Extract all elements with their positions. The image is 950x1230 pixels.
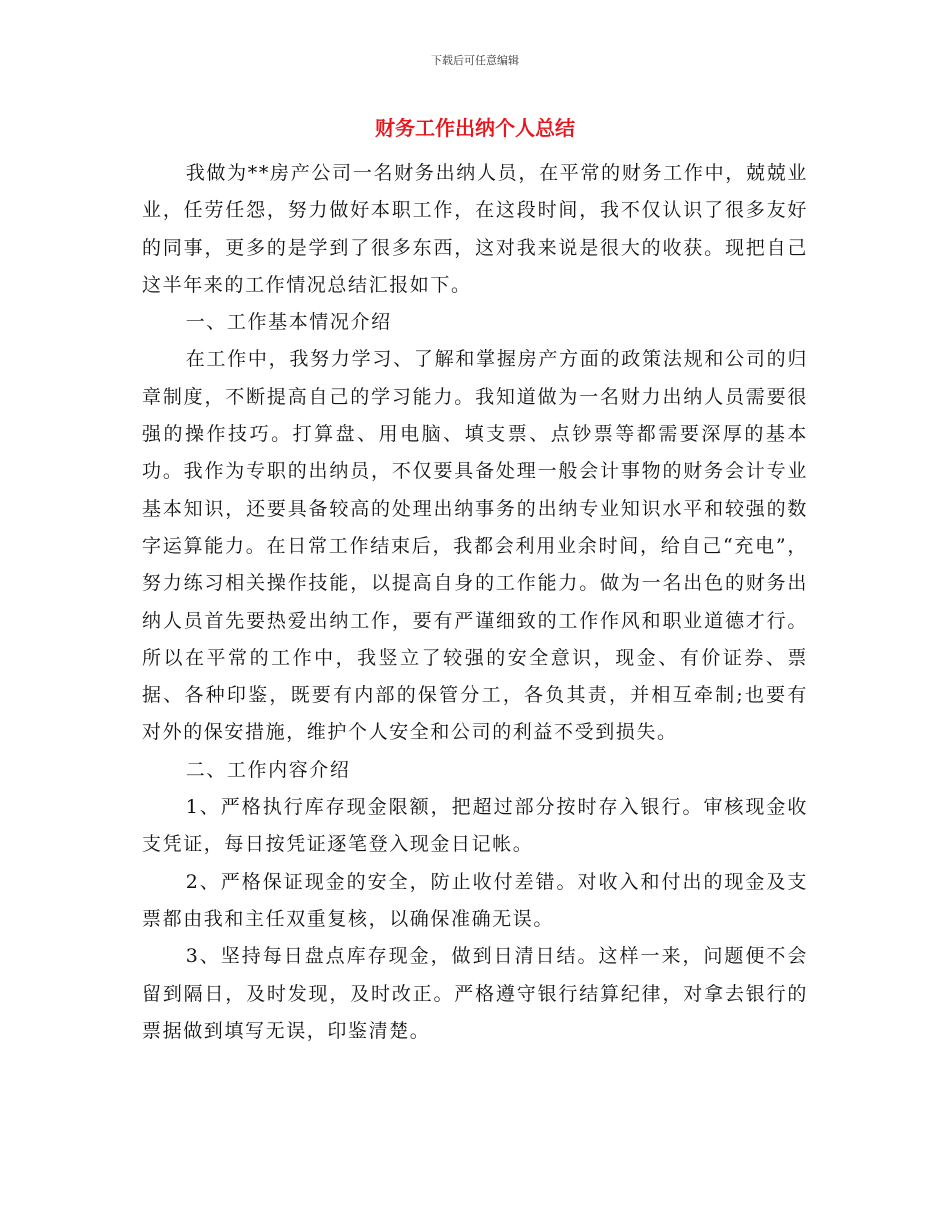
header-note: 下载后可任意编辑 [431, 54, 519, 67]
section-heading-1: 一、工作基本情况介绍 [185, 311, 392, 334]
paragraph-item-1: 1、严格执行库存现金限额，把超过部分按时存入银行。审核现金收支凭证，每日按凭证逐笔登入现金日记帐。 [142, 796, 808, 856]
document-title: 财务工作出纳个人总结 [375, 116, 575, 140]
section-heading-2: 二、工作内容介绍 [185, 758, 351, 781]
paragraph-work-overview: 在工作中，我努力学习、了解和掌握房产方面的政策法规和公司的归章制度，不断提高自己的学习能力。我知道做为一名财力出纳人员需要很强的操作技巧。打算盘、用电脑、填支票、点钞票等都需要深厚的基本功。我作为专职的出纳员，不仅要具备处理一般会计事物的财务会计专业基本知识，还要具备较高的处理出纳事务的出纳专业知识水平和较强的数字运算能力。在日常工作结束后，我都会利用业余时间，给自己“充电”，努力练习相关操作技能，以提高自身的工作能力。做为一名出色的财务出纳人员首先要热爱出纳工作，要有严谨细致的工作作风和职业道德才行。所以在平常的工作中，我竖立了较强的安全意识，现金、有价证券、票据、各种印鉴，既要有内部的保管分工，各负其责，并相互牵制;也要有对外的保安措施，维护个人安全和公司的利益不受到损失。 [142, 348, 808, 744]
paragraph-intro: 我做为**房产公司一名财务出纳人员，在平常的财务工作中，兢兢业业，任劳任怨，努力做好本职工作，在这段时间，我不仅认识了很多友好的同事，更多的是学到了很多东西，这对我来说是很大的收获。现把自己这半年来的工作情况总结汇报如下。 [142, 162, 808, 296]
document-body [142, 155, 808, 1050]
paragraph-item-3: 3、坚持每日盘点库存现金，做到日清日结。这样一来，问题便不会留到隔日，及时发现，及时改正。严格遵守银行结算纪律，对拿去银行的票据做到填写无误，印鉴清楚。 [142, 945, 808, 1042]
paragraph-item-2: 2、严格保证现金的安全，防止收付差错。对收入和付出的现金及支票都由我和主任双重复核，以确保准确无误。 [142, 870, 808, 930]
